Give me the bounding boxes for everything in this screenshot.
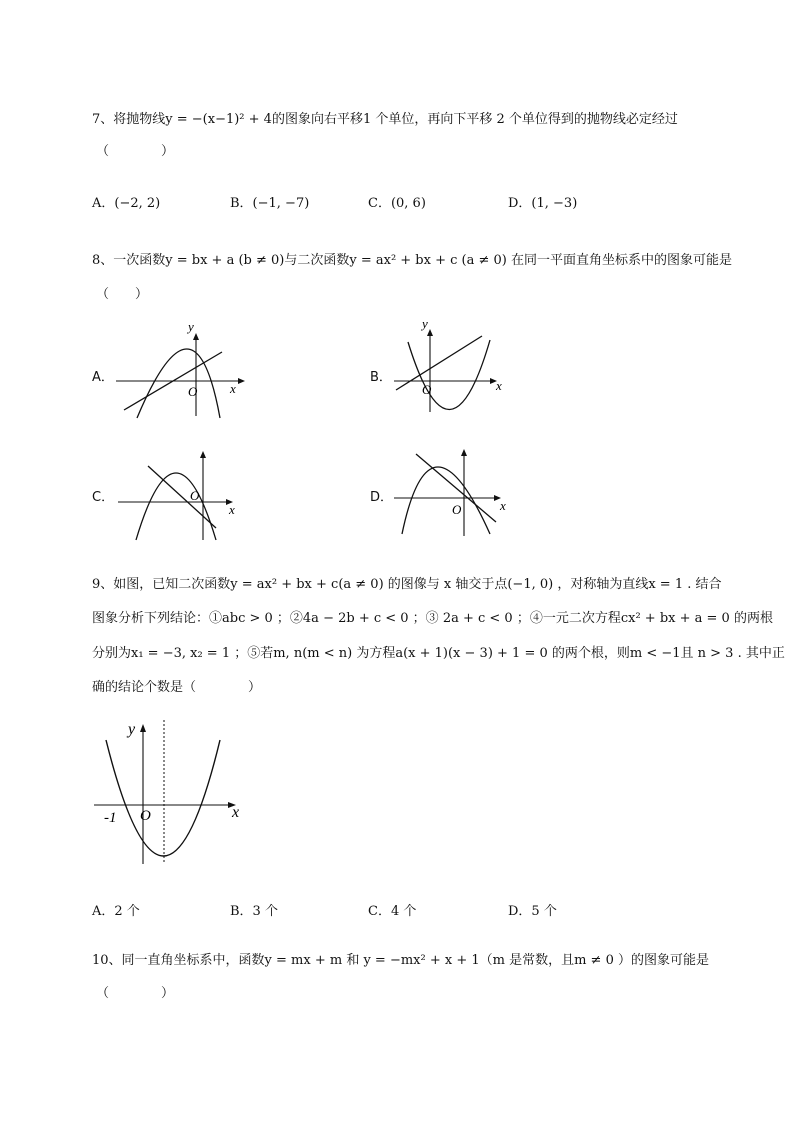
origin-label: O [422, 382, 432, 397]
origin-label: O [452, 502, 462, 517]
x-label: x [230, 381, 236, 396]
origin-label: O [188, 384, 198, 399]
x-label: x [232, 804, 240, 821]
q9-stem-line1: 9、如图，已知二次函数y = ax² + bx + c(a ≠ 0) 的图像与 x 轴交于点(−1, 0) ，对称轴为直线x = 1 . 结合 [92, 577, 722, 592]
y-axis-arrow [427, 329, 433, 336]
q8-option-d-label[interactable]: D． [370, 490, 394, 505]
line [148, 466, 216, 528]
neg-one-label: -1 [104, 810, 117, 826]
x-label: x [500, 498, 506, 513]
q7-stem: 7、将抛物线y = −(x−1)² + 4的图象向右平移1 个单位，再向下平移 2 个单位得到的抛物线必定经过 [92, 112, 678, 127]
q9-option-d[interactable]: D．5 个 [508, 904, 557, 919]
q10-stem: 10、同一直角坐标系中，函数y = mx + m 和 y = −mx² + x + 1（m 是常数，且m ≠ 0 ）的图象可能是 [92, 953, 709, 968]
x-axis-arrow [238, 378, 245, 384]
y-label: y [422, 318, 428, 331]
q9-stem-line2: 图象分析下列结论：①abc > 0 ；②4a − 2b + c < 0 ；③ 2a + c < 0 ；④一元二次方程cx² + bx + a = 0 的两根 [92, 611, 773, 626]
q8-graph-d [390, 440, 520, 538]
q9-graph [92, 712, 262, 872]
y-axis-arrow [200, 451, 206, 458]
origin-label: O [190, 488, 200, 503]
x-label: x [496, 378, 502, 393]
q8-option-b-label[interactable]: B． [370, 370, 392, 385]
origin-label: O [140, 808, 151, 824]
y-label: y [188, 320, 194, 334]
q9-stem-line3: 分别为x₁ = −3, x₂ = 1 ；⑤若m, n(m < n) 为方程a(x + 1)(x − 3) + 1 = 0 的两个根，则m < −1且 n > 3 . 其中正 [92, 646, 785, 661]
parabola [402, 467, 490, 534]
q8-answer-paren: （ ） [96, 287, 149, 302]
q7-option-b[interactable]: B．(−1, −7) [230, 196, 310, 211]
q8-option-a-label[interactable]: A． [92, 370, 114, 385]
y-axis-arrow [461, 449, 467, 456]
q9-option-c[interactable]: C．4 个 [368, 904, 417, 919]
q8-graph-a [112, 320, 252, 420]
q8-stem: 8、一次函数y = bx + a (b ≠ 0)与二次函数y = ax² + bx + c (a ≠ 0) 在同一平面直角坐标系中的图象可能是 [92, 253, 732, 268]
q8-graph-b [390, 318, 520, 418]
q10-answer-paren: （ ） [96, 986, 175, 1001]
q7-option-c[interactable]: C．(0, 6) [368, 196, 426, 211]
y-axis-arrow [140, 724, 146, 732]
q9-stem-line4: 确的结论个数是（ ） [92, 680, 262, 695]
parabola [137, 349, 220, 418]
q8-option-c-label[interactable]: C． [92, 490, 115, 505]
q7-option-d[interactable]: D．(1, −3) [508, 196, 578, 211]
x-label: x [229, 502, 235, 517]
q9-option-a[interactable]: A．2 个 [92, 904, 140, 919]
q7-answer-paren: （ ） [96, 144, 175, 159]
q9-option-b[interactable]: B．3 个 [230, 904, 278, 919]
y-axis-arrow [193, 333, 199, 340]
parabola [106, 740, 220, 856]
q8-graph-c [112, 446, 252, 542]
parabola [136, 473, 216, 540]
q7-option-a[interactable]: A．(−2, 2) [92, 196, 161, 211]
y-label: y [128, 721, 136, 738]
